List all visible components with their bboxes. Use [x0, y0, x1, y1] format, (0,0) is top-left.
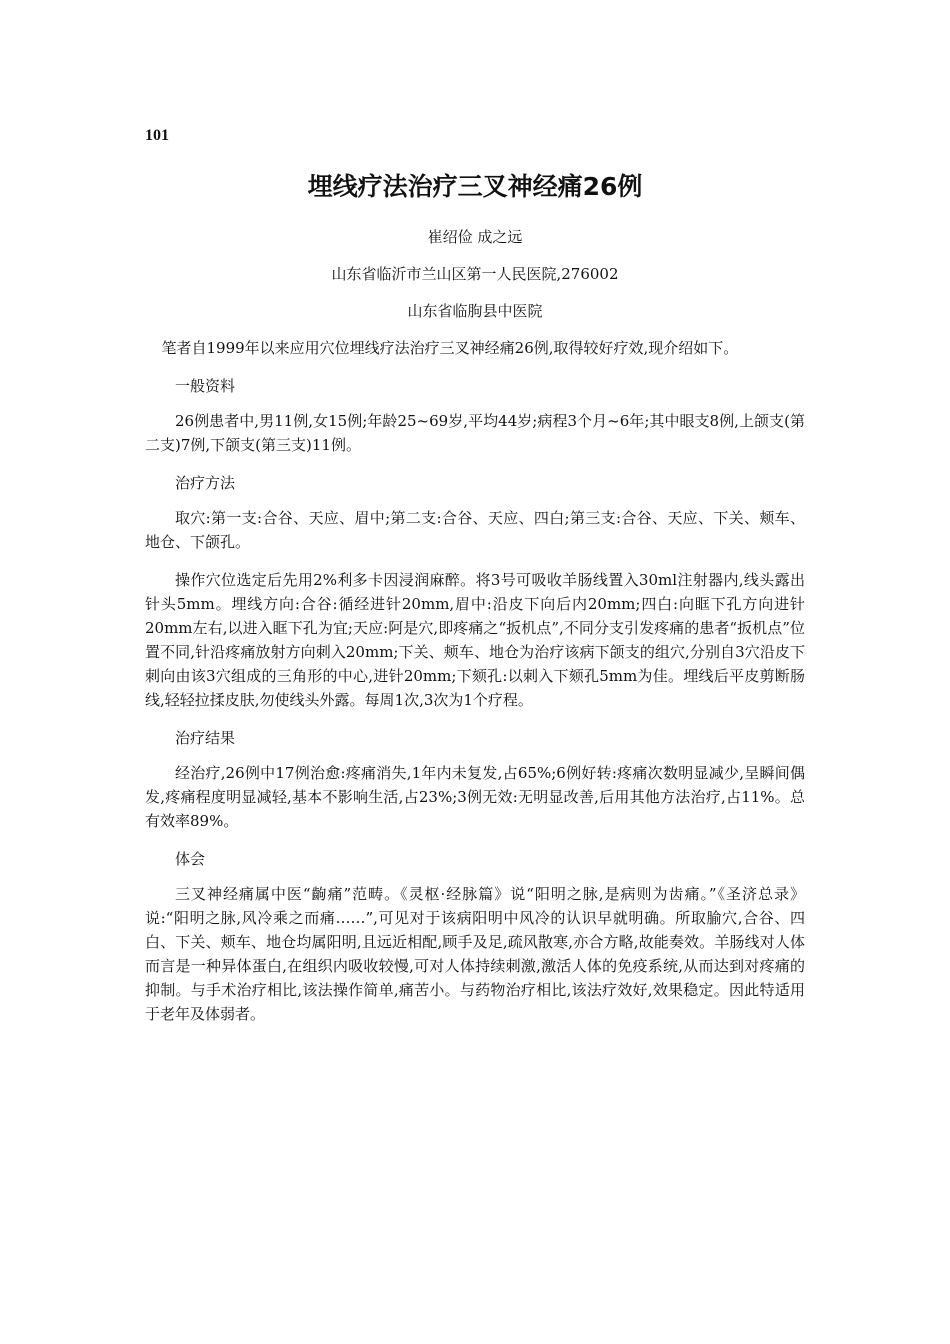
general-paragraph: 26例患者中,男11例,女15例;年龄25~69岁,平均44岁;病程3个月~6年;其中眼支8例,上颌支(第二支)7例,下颌支(第三支)11例。 [145, 412, 805, 454]
article-body [145, 336, 805, 1040]
authors: 崔绍俭 成之远 [427, 228, 523, 246]
article-title: 埋线疗法治疗三叉神经痛26例 [307, 172, 643, 201]
section-heading-general: 一般资料 [175, 377, 236, 395]
intro-paragraph: 笔者自1999年以来应用穴位埋线疗法治疗三叉神经痛26例,取得较好疗效,现介绍如下。 [161, 339, 739, 357]
page-number: 101 [145, 127, 169, 144]
method-paragraph-operation: 操作穴位选定后先用2%利多卡因浸润麻醉。将3号可吸收羊肠线置入30ml注射器内,线头露出针头5mm。埋线方向:合谷:循经进针20mm,眉中:沿皮下向后内20mm;四白:向眶下孔方向进针20mm左右,以进入眶下孔为宜;天应:阿是穴,即疼痛之“扳机点”,不同分支引发疼痛的患者“扳机点”位置不同,针沿疼痛放射方向刺入20mm;下关、颊车、地仓为治疗该病下颌支的组穴,分别自3穴沿皮下刺向由该3穴组成的三角形的中心,进针20mm;下颏孔:以刺入下颏孔5mm为佳。埋线后平皮剪断肠线,轻轻拉揉皮肤,勿使线头外露。每周1次,3次为1个疗程。 [145, 571, 805, 709]
method-paragraph-acupoints: 取穴:第一支:合谷、天应、眉中;第二支:合谷、天应、四白;第三支:合谷、天应、下关、颊车、地仓、下颌孔。 [145, 509, 805, 551]
result-paragraph: 经治疗,26例中17例治愈:疼痛消失,1年内未复发,占65%;6例好转:疼痛次数明显减少,呈瞬间偶发,疼痛程度明显减轻,基本不影响生活,占23%;3例无效:无明显改善,后用其他方法治疗,占11%。总有效率89%。 [145, 764, 805, 830]
experience-paragraph: 三叉神经痛属中医“齣痛”范畴。《灵枢·经脉篇》说“阳明之脉,是病则为齿痛。”《圣济总录》说:“阳明之脉,风冷乘之而痛……”,可见对于该病阳明中风冷的认识早就明确。所取腧穴,合谷、四白、下关、颊车、地仓均属阳明,且远近相配,顾手及足,疏风散寒,亦合方略,故能奏效。羊肠线对人体而言是一种异体蛋白,在组织内吸收较慢,可对人体持续刺激,激活人体的免疫系统,从而达到对疼痛的抑制。与手术治疗相比,该法操作简单,痛苦小。与药物治疗相比,该法疗效好,效果稳定。因此特适用于老年及体弱者。 [145, 885, 805, 1023]
section-heading-method: 治疗方法 [175, 474, 236, 492]
affiliation-1: 山东省临沂市兰山区第一人民医院,276002 [331, 265, 619, 283]
affiliation-2: 山东省临朐县中医院 [407, 302, 543, 320]
section-heading-experience: 体会 [175, 850, 206, 868]
section-heading-result: 治疗结果 [175, 729, 236, 747]
